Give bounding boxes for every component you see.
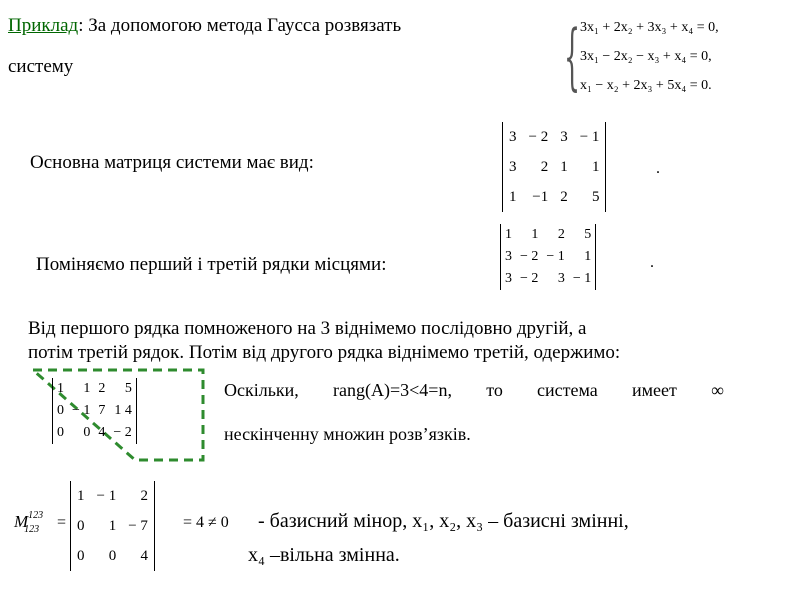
rank-line-2: нескінченну множин розв’язків. bbox=[224, 424, 471, 444]
paragraph-line-2: потім третій рядок. Потім від другого рядка віднімемо третій, одержимо: bbox=[28, 342, 621, 363]
conclusion-line-1: - базисний мінор, x₁, x₂, x₃ – базисні змінні, bbox=[258, 510, 629, 532]
rank-word: Оскільки, bbox=[224, 380, 299, 400]
minor-matrix-row bbox=[71, 481, 154, 511]
echelon-matrix-row bbox=[53, 422, 136, 444]
minor-matrix-cell: − 1 bbox=[96, 487, 117, 504]
echelon-matrix-cell: 5 bbox=[124, 381, 132, 396]
main-matrix-row bbox=[503, 122, 605, 152]
echelon-matrix-cell: 7 bbox=[98, 403, 106, 418]
minor-result: = 4 ≠ 0 bbox=[183, 514, 229, 531]
rank-word: имеет bbox=[632, 380, 677, 400]
minor-equals: = bbox=[57, 514, 67, 531]
minor-matrix-cell: 4 bbox=[140, 547, 148, 564]
main-matrix-period: . bbox=[656, 160, 660, 177]
conclusion-line-2: x₄ –вільна змінна. bbox=[248, 544, 400, 566]
left-brace-icon: { bbox=[564, 14, 581, 98]
echelon-matrix-cell: 0 bbox=[83, 425, 91, 440]
echelon-matrix bbox=[52, 378, 137, 444]
echelon-matrix-cell: − 2 bbox=[113, 425, 132, 440]
swap-matrix-cell: 3 bbox=[505, 249, 512, 264]
swap-matrix-cell: 2 bbox=[557, 227, 565, 242]
title-line-2: систему bbox=[8, 56, 74, 77]
equation-3: x₁ − x₂ + 2x₃ + 5x₄ = 0. bbox=[580, 78, 712, 93]
echelon-matrix-cell: 0 bbox=[57, 425, 64, 440]
swap-matrix bbox=[500, 224, 596, 290]
equation-1: 3x₁ + 2x₂ + 3x₃ + x₄ = 0, bbox=[580, 20, 719, 35]
echelon-matrix-cell: 1 bbox=[57, 381, 64, 396]
swap-label: Поміняємо перший і третій рядки місцями: bbox=[36, 254, 387, 275]
swap-matrix-cell: − 2 bbox=[520, 271, 539, 286]
minor-subscript: 123 bbox=[24, 524, 40, 535]
minor-symbol bbox=[14, 510, 58, 535]
minor-matrix bbox=[70, 481, 155, 571]
swap-matrix-cell: 5 bbox=[584, 227, 592, 242]
main-matrix-label: Основна матриця системи має вид: bbox=[30, 152, 314, 173]
minor-matrix-cell: 1 bbox=[108, 517, 117, 534]
main-matrix-cell: − 1 bbox=[579, 128, 600, 145]
echelon-matrix-cell: 1 bbox=[83, 381, 91, 396]
swap-matrix-cell: 1 bbox=[505, 227, 512, 242]
main-matrix-cell: 1 bbox=[509, 188, 517, 205]
echelon-matrix-cell: 0 bbox=[57, 403, 64, 418]
minor-superscript: 123 bbox=[28, 510, 44, 521]
swap-matrix-cell: − 1 bbox=[572, 271, 592, 286]
main-matrix-row bbox=[503, 182, 605, 212]
minor-matrix-cell: − 7 bbox=[128, 517, 148, 534]
main-matrix-cell: 3 bbox=[509, 158, 517, 175]
explanation-paragraph bbox=[28, 317, 798, 365]
swap-matrix-row bbox=[501, 224, 595, 246]
minor-matrix-cell: 0 bbox=[77, 517, 85, 534]
title-line-1 bbox=[8, 15, 401, 37]
rank-word: rang(A)=3<4=n, bbox=[333, 380, 452, 400]
equation-system bbox=[560, 16, 795, 102]
rank-word: система bbox=[537, 380, 598, 400]
rank-word: ∞ bbox=[711, 380, 724, 400]
main-matrix-cell: −1 bbox=[532, 188, 549, 205]
swap-matrix-cell: 3 bbox=[557, 271, 565, 286]
main-matrix bbox=[502, 122, 606, 212]
swap-matrix-cell: − 1 bbox=[546, 249, 565, 264]
swap-matrix-row bbox=[501, 268, 595, 290]
swap-matrix-cell: 3 bbox=[505, 271, 512, 286]
paragraph-line-1: Від першого рядка помноженого на 3 віднімемо послідовно другій, а bbox=[28, 318, 587, 339]
main-matrix-row bbox=[503, 152, 605, 182]
minor-matrix-cell: 0 bbox=[77, 547, 85, 564]
minor-matrix-row bbox=[71, 511, 154, 541]
main-matrix-cell: 3 bbox=[560, 128, 568, 145]
echelon-matrix-cell: 1 4 bbox=[114, 403, 132, 418]
rank-word: то bbox=[486, 380, 503, 400]
main-matrix-cell: 2 bbox=[560, 188, 568, 205]
echelon-matrix-cell: − 1 bbox=[72, 403, 91, 418]
echelon-matrix-cell: 4 bbox=[98, 425, 106, 440]
swap-matrix-cell: 1 bbox=[531, 227, 539, 242]
example-link[interactable]: Приклад bbox=[8, 15, 79, 36]
minor-matrix-cell: 1 bbox=[77, 487, 85, 504]
minor-matrix-cell: 2 bbox=[140, 487, 148, 504]
main-matrix-cell: 1 bbox=[560, 158, 568, 175]
main-matrix-cell: 2 bbox=[540, 158, 549, 175]
title-rest: : За допомогою метода Гаусса розвязать bbox=[78, 15, 402, 36]
swap-matrix-row bbox=[501, 246, 595, 268]
swap-matrix-cell: 1 bbox=[584, 249, 592, 264]
rank-line-1 bbox=[224, 380, 724, 401]
echelon-matrix-row bbox=[53, 378, 136, 400]
minor-matrix-row bbox=[71, 541, 154, 571]
minor-matrix-cell: 0 bbox=[108, 547, 117, 564]
minor-name: M bbox=[14, 512, 29, 531]
main-matrix-cell: 5 bbox=[591, 188, 600, 205]
main-matrix-cell: − 2 bbox=[528, 128, 549, 145]
swap-matrix-period: . bbox=[650, 254, 654, 271]
swap-matrix-cell: − 2 bbox=[520, 249, 539, 264]
main-matrix-cell: 3 bbox=[509, 128, 517, 145]
echelon-matrix-cell: 2 bbox=[98, 381, 106, 396]
main-matrix-cell: 1 bbox=[591, 158, 600, 175]
echelon-matrix-row bbox=[53, 400, 136, 422]
equation-2: 3x₁ − 2x₂ − x₃ + x₄ = 0, bbox=[580, 49, 712, 64]
